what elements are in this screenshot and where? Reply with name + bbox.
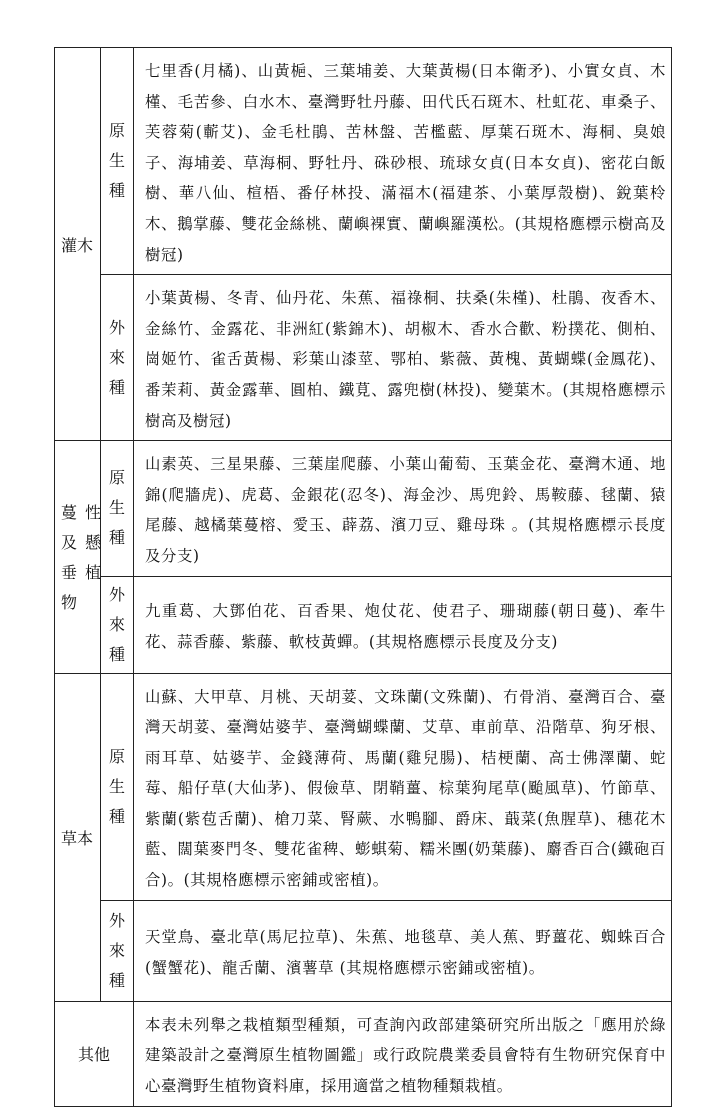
category-shrubs: 灌木 <box>55 48 101 441</box>
other-note: 本表未列舉之栽植類型種類，可查詢內政部建築研究所出版之「應用於綠建築設計之臺灣原生植物圖鑑」或行政院農業委員會特有生物研究保育中心臺灣野生植物資料庫，採用適當之植物種類栽植。 <box>134 1001 672 1106</box>
herbs-exotic-species: 天堂鳥、臺北草(馬尼拉草)、朱蕉、地毯草、美人蕉、野薑花、蜘蛛百合(蟹蟹花)、龍舌蘭、濱薯草 (其規格應標示密鋪或密植)。 <box>134 900 672 1001</box>
origin-label-exotic: 外 來 種 <box>101 275 134 441</box>
table-row <box>55 48 672 275</box>
origin-label-native: 原 生 種 <box>101 673 134 900</box>
table-row <box>55 576 672 673</box>
origin-label-native: 原 生 種 <box>101 48 134 275</box>
table-row <box>55 900 672 1001</box>
herbs-native-species: 山蘇、大甲草、月桃、天胡荽、文珠蘭(文殊蘭)、冇骨消、臺灣百合、臺灣天胡荽、臺灣姑婆芋、臺灣蝴蝶蘭、艾草、車前草、沿階草、狗牙根、雨耳草、姑婆芋、金錢薄荷、馬蘭(雞兒腸)、桔梗蘭、高士佛澤蘭、蛇莓、船仔草(大仙茅)、假儉草、閉鞘薑、棕葉狗尾草(颱風草)、竹節草、紫蘭(紫苞舌蘭)、槍刀菜、腎蕨、水鴨腳、爵床、蕺菜(魚腥草)、穗花木藍、闊葉麥門冬、雙花雀稗、蟛蜞菊、糯米團(奶葉藤)、麝香百合(鐵砲百合)。(其規格應標示密鋪或密植)。 <box>134 673 672 900</box>
shrubs-exotic-species: 小葉黃楊、冬青、仙丹花、朱蕉、福祿桐、扶桑(朱槿)、杜鵑、夜香木、金絲竹、金露花、非洲紅(紫錦木)、胡椒木、香水合歡、粉撲花、側柏、崗姬竹、雀舌黃楊、彩葉山漆莖、鄂柏、紫薇、黃槐、黃蝴蝶(金鳳花)、番茉莉、黃金露華、圓柏、鐵莧、露兜樹(林投)、變葉木。(其規格應標示樹高及樹冠) <box>134 275 672 441</box>
table-row <box>55 673 672 900</box>
vines-native-species: 山素英、三星果藤、三葉崖爬藤、小葉山葡萄、玉葉金花、臺灣木通、地錦(爬牆虎)、虎葛、金銀花(忍冬)、海金沙、馬兜鈴、馬鞍藤、毬蘭、猿尾藤、越橘葉蔓榕、愛玉、薜荔、濱刀豆、雞母珠 。(其規格應標示長度及分支) <box>134 441 672 576</box>
plant-species-table <box>54 47 672 1107</box>
table-row <box>55 1001 672 1106</box>
table-row <box>55 275 672 441</box>
origin-label-exotic: 外 來 種 <box>101 576 134 673</box>
origin-label-exotic: 外 來 種 <box>101 900 134 1001</box>
shrubs-native-species: 七里香(月橘)、山黃梔、三葉埔姜、大葉黃楊(日本衛矛)、小實女貞、木槿、毛苦參、白水木、臺灣野牡丹藤、田代氏石斑木、杜虹花、車桑子、芙蓉菊(蘄艾)、金毛杜鵑、苦林盤、苦檻藍、厚葉石斑木、海桐、臭娘子、海埔姜、草海桐、野牡丹、硃砂根、琉球女貞(日本女貞)、密花白飯樹、華八仙、楦梧、番仔林投、滿福木(福建茶、小葉厚殼樹)、銳葉柃木、鵝掌藤、雙花金絲桃、蘭嶼裸實、蘭嶼羅漢松。(其規格應標示樹高及樹冠) <box>134 48 672 275</box>
category-herbs: 草本 <box>55 673 101 1001</box>
table-row <box>55 441 672 576</box>
category-vines-label: 蔓 性 及 懸 垂 植 物 <box>60 503 101 613</box>
vines-exotic-species: 九重葛、大鄧伯花、百香果、炮仗花、使君子、珊瑚藤(朝日蔓)、牽牛花、蒜香藤、紫藤、軟枝黃蟬。(其規格應標示長度及分支) <box>134 576 672 673</box>
category-other: 其他 <box>55 1001 134 1106</box>
origin-label-native: 原 生 種 <box>101 441 134 576</box>
category-vines <box>55 441 101 673</box>
